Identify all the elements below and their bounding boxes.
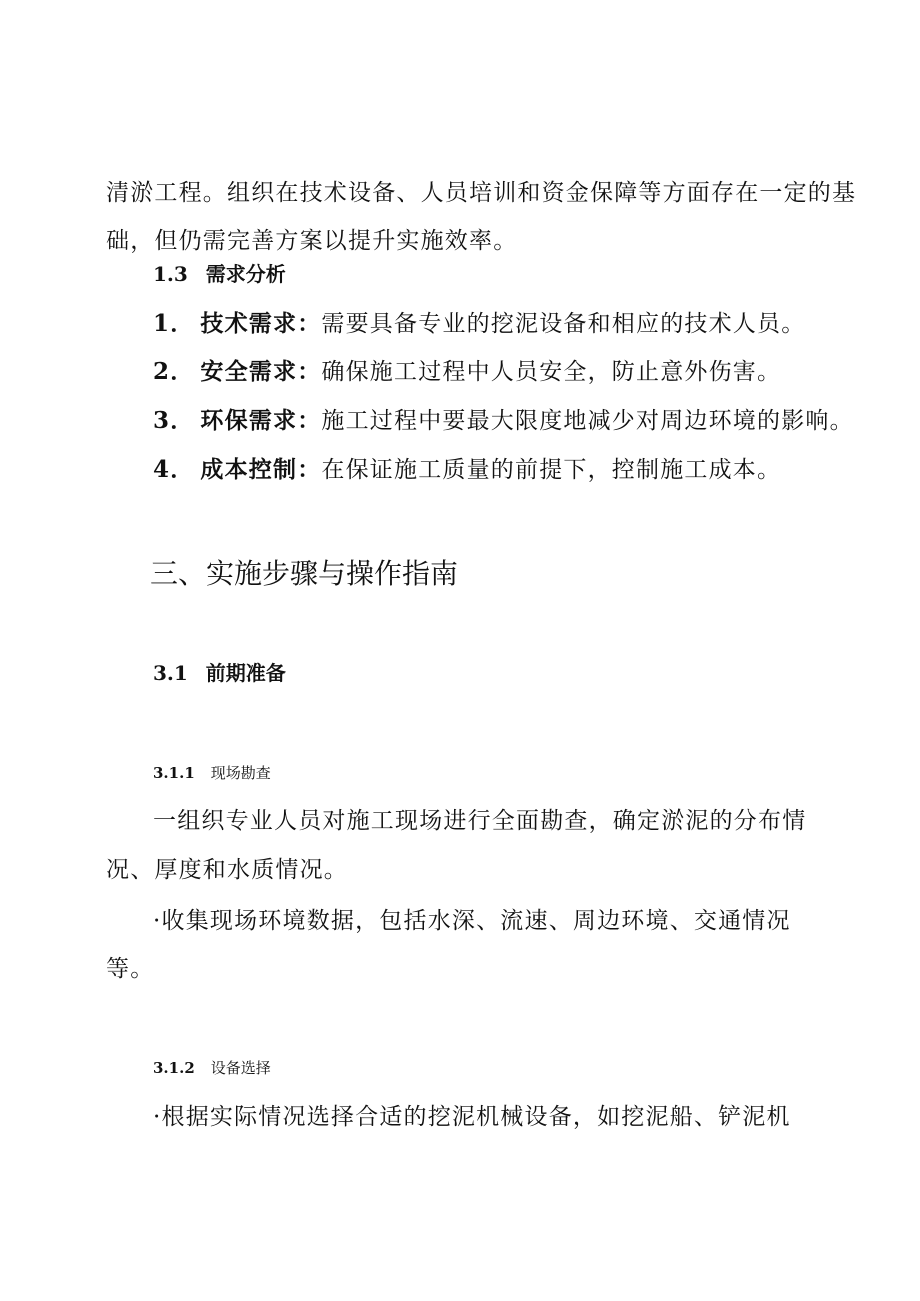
- paragraph-line: 况、厚度和水质情况。: [106, 857, 348, 883]
- section-heading-3-1: [153, 657, 286, 686]
- paragraph-line: 础，但仍需完善方案以提升实施效率。: [106, 228, 518, 254]
- item-label: 环保需求：: [200, 408, 322, 434]
- item-label: 成本控制：: [200, 457, 322, 483]
- item-number: 3．: [153, 407, 195, 434]
- item-text: 确保施工过程中人员安全，防止意外伤害。: [321, 359, 782, 385]
- item-text: 在保证施工质量的前提下，控制施工成本。: [321, 457, 782, 483]
- item-number: 1．: [153, 310, 195, 337]
- section-number: 1.3: [153, 262, 188, 286]
- paragraph-line: 等。: [106, 956, 155, 982]
- list-item: [153, 402, 854, 435]
- section-title: 前期准备: [205, 661, 286, 685]
- section-title: 需求分析: [205, 262, 286, 286]
- item-label: 安全需求：: [200, 359, 322, 385]
- chapter-heading: 三、实施步骤与操作指南: [150, 557, 459, 590]
- paragraph-line: 清淤工程。组织在技术设备、人员培训和资金保障等方面存在一定的基: [106, 180, 857, 206]
- paragraph-line: 一组织专业人员对施工现场进行全面勘查，确定淤泥的分布情: [153, 808, 807, 834]
- paragraph-line: ·收集现场环境数据，包括水深、流速、周边环境、交通情况: [153, 908, 791, 934]
- section-heading-1-3: [153, 258, 286, 287]
- list-item: [153, 305, 805, 338]
- subsection-heading-3-1-2: [153, 1057, 271, 1078]
- item-number: 4．: [153, 456, 195, 483]
- list-item: [153, 451, 781, 484]
- item-text: 需要具备专业的挖泥设备和相应的技术人员。: [321, 311, 806, 337]
- subsection-heading-3-1-1: [153, 762, 271, 783]
- subsection-number: 3.1.1: [153, 764, 195, 782]
- section-number: 3.1: [153, 661, 188, 685]
- item-label: 技术需求：: [200, 311, 322, 337]
- subsection-title: 设备选择: [210, 1059, 271, 1077]
- paragraph-line: ·根据实际情况选择合适的挖泥机械设备，如挖泥船、铲泥机: [153, 1104, 791, 1130]
- list-item: [153, 353, 781, 386]
- subsection-number: 3.1.2: [153, 1059, 195, 1077]
- subsection-title: 现场勘查: [210, 764, 271, 782]
- item-number: 2．: [153, 358, 195, 385]
- item-text: 施工过程中要最大限度地减少对周边环境的影响。: [321, 408, 854, 434]
